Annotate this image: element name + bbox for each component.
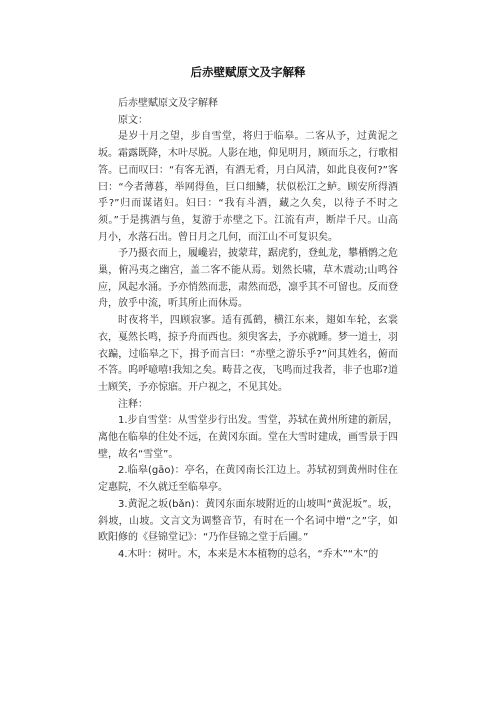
- paragraph-original-2: 予乃摄衣而上，履巉岩，披蒙茸，踞虎豹，登虬龙，攀栖鹘之危巢，俯冯夷之幽宫，盖二客不能从焉。划然长啸，草木震动;山鸣谷应，风起水涌。予亦悄然而悲，肃然而恐，凛乎其不可留也。反而登舟，放乎中流，听其所止而休焉。: [98, 248, 398, 310]
- paragraph-original-1: 是岁十月之望，步自雪堂，将归于临皋。二客从予，过黄泥之坂。霜露既降，木叶尽脱。人影在地，仰见明月，顾而乐之，行歌相答。已而叹曰：“有客无酒，有酒无肴，月白风清，如此良夜何?”客曰：“今者薄暮，举网得鱼，巨口细鳞，状似松江之鲈。顾安所得酒乎?”归而谋诸妇。妇曰：“我有斗酒，藏之久矣，以待子不时之须。”于是携酒与鱼，复游于赤壁之下。江流有声，断岸千尺。山高月小，水落石出。曾日月之几何，而江山不可复识矣。: [98, 131, 398, 243]
- body-heading: 后赤壁赋原文及字解释: [118, 98, 218, 109]
- note-item-1: 1.步自雪堂：从雪堂步行出发。雪堂，苏轼在黄州所建的新居，离他在临皋的住处不远，在黄冈东面。堂在大雪时建成，画雪景于四壁，故名“雪堂”。: [98, 415, 398, 460]
- section-label-notes: 注释：: [118, 398, 148, 410]
- note-item-4: 4.木叶：树叶。木，本来是木本植物的总名，“乔木”“木”的: [118, 548, 379, 560]
- document-body: [98, 96, 398, 564]
- section-label-original: 原文：: [118, 114, 148, 126]
- note-item-2: 2.临皋(gāo)：亭名，在黄冈南长江边上。苏轼初到黄州时住在定惠院，不久就迁至临皋亭。: [98, 465, 398, 494]
- paragraph-original-3: 时夜将半，四顾寂寥。适有孤鹤，横江东来，翅如车轮，玄裳衣，戛然长鸣，掠予舟而西也。须臾客去，予亦就睡。梦一道士，羽衣蹁，过临皋之下，揖予而言曰：“赤壁之游乐乎?”问其姓名，俯而不答。呜呼噫嘻!我知之矣。畴昔之夜，飞鸣而过我者，非子也耶?道士顾笑，予亦惊寤。开户视之，不见其处。: [98, 315, 398, 393]
- note-item-3: 3.黄泥之坂(bǎn)：黄冈东面东坡附近的山坡叫“黄泥坂”。坂，斜坡，山坡。文言文为调整音节，有时在一个名词中增“之”字，如欧阳修的《昼锦堂记》：“乃作昼锦之堂于后圃。”: [98, 498, 398, 544]
- document-title: 后赤壁赋原文及字解释: [190, 65, 306, 79]
